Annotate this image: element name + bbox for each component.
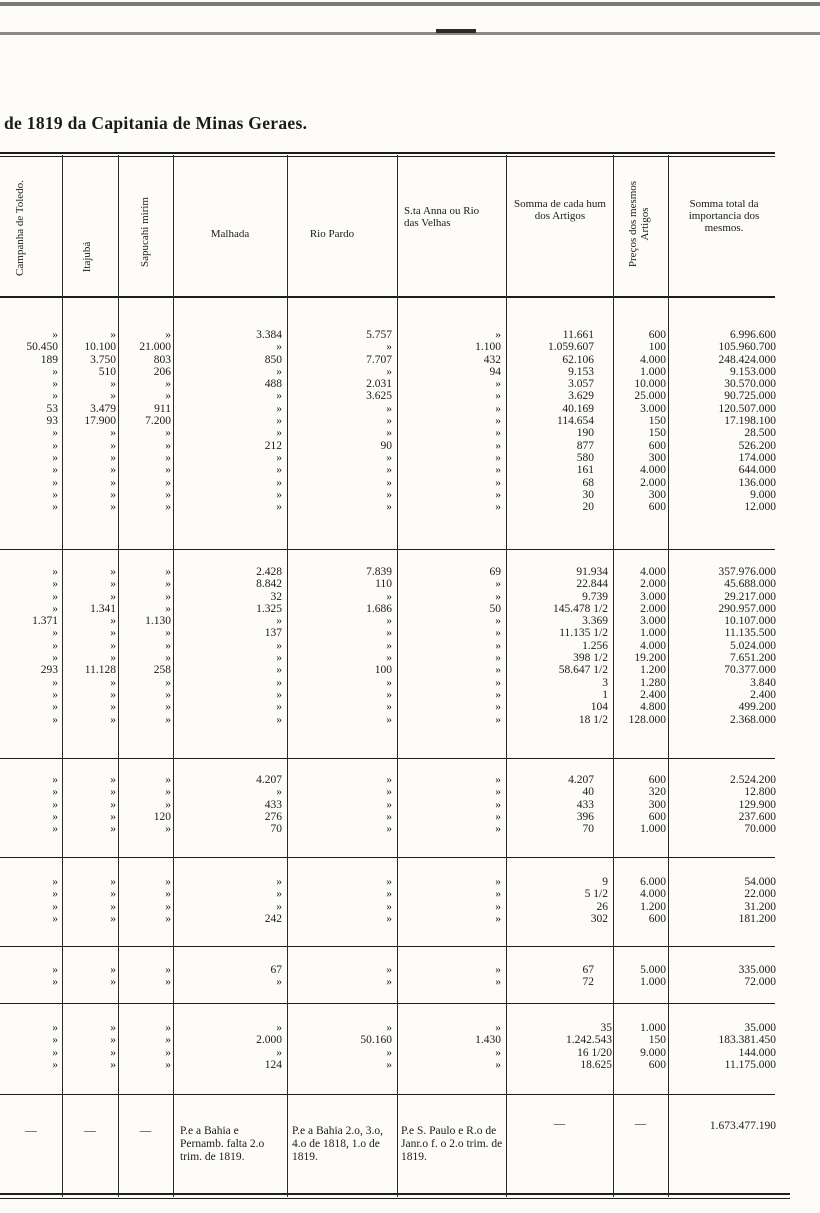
footer-note-malhada: P.e a Bahia e Pernamb. falta 2.o trim. de 1819. (180, 1125, 265, 1163)
table-cell: 9 5 1/2 26 302 (584, 876, 608, 925)
table-cell: » » (165, 964, 171, 989)
page-title: de 1819 da Capitania de Minas Geraes. (4, 113, 308, 133)
table-cell: 1.000 150 9.000 600 (640, 1022, 666, 1071)
footer-grand-total: 1.673.477.190 (709, 1120, 776, 1132)
header-somma-cada: Somma de cada hum dos Artigos (514, 198, 606, 222)
header-bottom-rule (0, 296, 775, 298)
table-cell: » » » » (52, 1022, 58, 1071)
header-precos-label: Preços dos mesmos Artigos (627, 180, 651, 268)
table-cell: » » » » » (110, 774, 116, 836)
column-rule (668, 155, 669, 1197)
header-itajuba-label: Itajubá (81, 241, 93, 273)
table-top-rule (0, 152, 775, 154)
header-sapucahi (139, 187, 153, 277)
column-rule (118, 155, 119, 1197)
table-cell: 6.000 4.000 1.200 600 (640, 876, 666, 925)
table-cell: » » » » 1.371 » » » 293 » » » » (32, 566, 58, 726)
group-divider (0, 857, 775, 858)
table-cell: » 50.450 189 » » » 53 93 » » » » » » » (26, 329, 58, 514)
table-cell: » » » » (110, 1022, 116, 1071)
table-cell: 5.000 1.000 (640, 964, 666, 989)
table-cell: » » » » 1.130 » » » 258 » » » » (145, 566, 171, 726)
table-cell: 35 1.242.543 16 1/20 18.625 (566, 1022, 612, 1071)
table-cell: » » » 242 (264, 876, 282, 925)
header-somma-total: Somma total da importancia dos mesmos. (688, 198, 760, 234)
footer-cell: — (634, 1118, 647, 1130)
column-rule (506, 155, 507, 1197)
footer-note-santa-anna: P.e S. Paulo e R.o de Janr.o f. o 2.o trim. de 1819. (401, 1125, 503, 1163)
table-bottom-rule (0, 1198, 790, 1199)
table-cell: 35.000 183.381.450 144.000 11.175.000 (718, 1022, 776, 1071)
header-rio-pardo: Rio Pardo (309, 228, 355, 240)
page-top-rule (436, 29, 476, 33)
table-cell: » » » » (110, 876, 116, 925)
table-cell: 600 320 300 600 1.000 (640, 774, 666, 836)
table-cell: » 1.430 » » (475, 1022, 501, 1071)
table-cell: 4.207 » 433 276 70 (256, 774, 282, 836)
table-cell: » » (495, 964, 501, 989)
table-cell: » 10.100 3.750 510 » » 3.479 17.900 » » » » » » » (84, 329, 116, 514)
header-sapucahi-label: Sapucahi mirim (139, 197, 151, 267)
column-rule (173, 155, 174, 1197)
group-divider (0, 549, 775, 550)
table-cell: 2.524.200 12.800 129.900 237.600 70.000 (730, 774, 776, 836)
footer-note-rio-pardo: P.e a Bahia 2.o, 3.o, 4.o de 1818, 1.o de 1819. (292, 1125, 384, 1163)
footer-cell: — (25, 1125, 37, 1137)
table-cell: » » (386, 964, 392, 989)
page-top-rule (0, 2, 820, 6)
header-santa-anna: S.ta Anna ou Rio das Velhas (404, 205, 480, 229)
table-cell: 335.000 72.000 (738, 964, 776, 989)
group-divider (0, 1003, 775, 1004)
table-cell: » » » 1.341 » » » » 11.128 » » » » (84, 566, 116, 726)
header-precos (627, 168, 653, 280)
table-cell: » » » » (165, 1022, 171, 1071)
table-cell: » » » 120 » (153, 774, 171, 836)
table-cell: 91.934 22.844 9.739 145.478 1/2 3.369 11.135 1/2 1.256 398 1/2 58.647 1/2 3 1 104 18 1/2 (553, 566, 608, 726)
table-cell: 2.428 8.842 32 1.325 » 137 » » » » » » » (256, 566, 282, 726)
table-top-rule (0, 156, 775, 157)
table-cell: » 2.000 » 124 (256, 1022, 282, 1071)
table-cell: 67 72 (582, 964, 594, 989)
table-cell: 4.207 40 433 396 70 (568, 774, 594, 836)
table-cell: » » » » (386, 876, 392, 925)
table-cell: 3.384 » 850 » 488 » » » » 212 » » » » » (256, 329, 282, 514)
table-cell: 11.661 1.059.607 62.106 9.153 3.057 3.629 40.169 114.654 190 877 580 161 68 30 20 (548, 329, 594, 514)
table-cell: » » » » » (495, 774, 501, 836)
table-cell: » » » » (52, 876, 58, 925)
column-rule (287, 155, 288, 1197)
table-cell: » 21.000 803 206 » » 911 7.200 » » » » » » » (139, 329, 171, 514)
table-cell: 69 » » 50 » » » » » » » » » (489, 566, 501, 726)
table-cell: » » » » » (52, 774, 58, 836)
table-cell: 5.757 » 7.707 » 2.031 3.625 » » » 90 » » » » » (366, 329, 392, 514)
group-divider (0, 946, 775, 947)
table-cell: » 50.160 » » (360, 1022, 392, 1071)
header-itajuba (81, 212, 95, 302)
table-cell: 67 » (270, 964, 282, 989)
page-top-rule (0, 32, 820, 35)
header-campanha (14, 168, 40, 288)
table-cell: » » » » » (386, 774, 392, 836)
table-cell: 6.996.600 105.960.700 248.424.000 9.153.000 30.570.000 90.725.000 120.507.000 17.198.100 28.500 526.200 174.000 644.000 136.000 9.000 12.000 (718, 329, 776, 514)
table-cell: 357.976.000 45.688.000 29.217.000 290.957.000 10.107.000 11.135.500 5.024.000 7.651.200 70.377.000 3.840 2.400 499.200 2.368.000 (718, 566, 776, 726)
table-cell: 54.000 22.000 31.200 181.200 (738, 876, 776, 925)
group-divider (0, 758, 775, 759)
header-campanha-label: Campanha de Toledo. (14, 180, 26, 276)
footer-cell: — (553, 1118, 566, 1130)
table-cell: » » (52, 964, 58, 989)
table-cell: » 1.100 432 94 » » » » » » » » » » » (475, 329, 501, 514)
footer-cell: — (139, 1125, 152, 1137)
table-cell: » » (110, 964, 116, 989)
column-rule (62, 155, 63, 1197)
table-cell: 4.000 2.000 3.000 2.000 3.000 1.000 4.000 19.200 1.200 1.280 2.400 4.800 128.000 (628, 566, 666, 726)
table-cell: » » » » (495, 876, 501, 925)
table-cell: » » » » (165, 876, 171, 925)
column-rule (613, 155, 614, 1197)
footer-cell: — (84, 1125, 96, 1137)
table-cell: 7.839 110 » 1.686 » » » » 100 » » » » (366, 566, 392, 726)
column-rule (397, 155, 398, 1197)
header-malhada: Malhada (210, 228, 250, 240)
table-cell: 600 100 4.000 1.000 10.000 25.000 3.000 150 150 600 300 4.000 2.000 300 600 (634, 329, 666, 514)
group-divider (0, 1094, 775, 1095)
